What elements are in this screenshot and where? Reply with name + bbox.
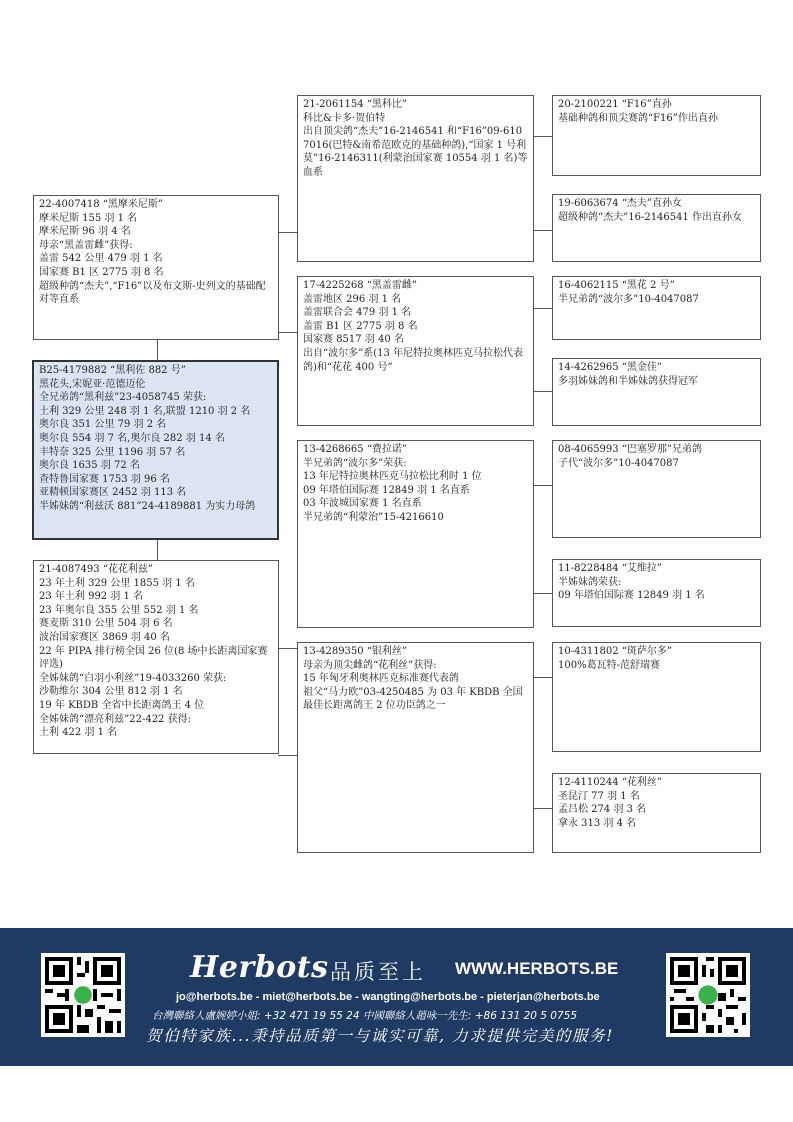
subject-line: B25-4179882 “黑利佐 882 号” [39,365,186,376]
sire-line: 母亲“黑盖雷雌”获得: [39,239,133,251]
dam-line: 沙勒维尔 304 公里 812 羽 1 名 [39,686,183,698]
pedigree-box-ddd [552,773,761,853]
subject-line: 查特鲁国家赛 1753 羽 96 名 [39,473,170,485]
dsd-line: 半姊妹鸽荣获: [558,576,622,588]
ddd-line: 孟吕松 274 羽 3 名 [558,804,647,816]
dam-line: 赛麦斯 310 公里 504 羽 6 名 [39,618,173,630]
dd-line: 13-4289350 “银利丝” [303,646,408,657]
qr-code-icon [666,953,750,1037]
sd-line: 出自“波尔多”系(13 年尼特拉奥林匹克马拉松代表鸽)和“花花 400 号” [303,347,524,373]
dsd-line: 09 年塔伯国际赛 12849 羽 1 名 [558,590,705,602]
connector [533,391,552,392]
subject-line: 奥尔良 1635 羽 72 名 [39,460,140,472]
pedigree-box-sire-dam [297,276,534,426]
connector [533,136,552,137]
connector [533,308,552,309]
sd-line: 盖雷地区 296 羽 1 名 [303,293,402,305]
dd-line: 15 年匈牙利奥林匹克标准赛代表鸽 [303,673,459,685]
connector [533,808,552,809]
sd-line: 国家赛 8517 羽 40 名 [303,334,404,346]
pedigree-box-dam [33,560,279,754]
pedigree-box-sds [552,276,761,340]
sdd-line: 多羽姊妹鸽和半姊妹鸽获得冠军 [558,375,698,387]
ssd-line: 19-6063674 “杰夫”直孙女 [558,198,683,209]
brand-slogan: 品质至上 [330,960,426,984]
sd-line: 盖雷 B1 区 2775 羽 8 名 [303,320,418,332]
subject-line: 丰特奈 325 公里 1196 羽 57 名 [39,446,186,458]
ds-line: 13-4268665 “费拉诺” [303,444,408,455]
dss-line: 08-4065993 “巴塞罗那”兄弟鸽 [558,444,703,455]
connector [157,339,158,361]
pedigree-box-dam-dam [297,642,534,853]
wechat-badge-icon [74,986,92,1004]
pedigree-box-dds [552,642,761,752]
pedigree-box-subject [32,360,279,540]
sire-line: 22-4007418 “黑摩米尼斯” [39,199,164,210]
ss-line: 21-2061154 “黑科比” [303,99,408,110]
qr-code-right[interactable] [666,953,750,1037]
ss-line: 出自顶尖鸽“杰夫”16-2146541 和“F16”09-6107016(巴特&南希范欧克的基础种鸽),“国家 1 号利莫”16-2146311(利蒙治国家赛 10554 羽 1 名)等血系 [303,126,528,178]
pedigree-box-sire-sire [297,95,534,262]
dam-line: 土利 422 羽 1 名 [39,727,118,739]
dam-line: 23 年土利 329 公里 1855 羽 1 名 [39,577,195,589]
contact-emails[interactable]: jo@herbots.be - miet@herbots.be - wangting@herbots.be - pieterjan@herbots.be [176,991,600,1003]
pedigree-box-dss [552,440,761,538]
subject-line: 半姊妹鸽“利兹沃 881”24-4189881 为实力母鸽 [39,500,256,512]
connector [533,677,552,678]
dsd-line: 11-8228484 “艾维拉” [558,563,663,574]
dam-line: 21-4087493 “花花利兹” [39,564,154,575]
sdd-line: 14-4262965 “黑金佳” [558,362,663,373]
qr-code-left[interactable] [41,953,125,1037]
pedigree-box-ssd [552,194,761,262]
dam-line: 22 年 PIPA 排行榜全国 26 位(8 场中长距离国家赛评选) [39,645,268,671]
ss-line: 科比&卡多·贺伯特 [303,112,386,124]
dam-line: 19 年 KBDB 全省中长距离鸽王 4 位 [39,699,205,711]
connector [278,232,297,233]
ddd-line: 拿永 313 羽 4 名 [558,817,637,829]
pedigree-box-dsd [552,559,761,627]
website-link[interactable]: WWW.HERBOTS.BE [455,959,619,978]
connector [278,648,297,649]
connector [278,332,297,333]
pedigree-box-sire [33,195,279,340]
sire-line: 盖雷 542 公里 479 羽 1 名 [39,253,163,265]
ds-line: 09 年塔伯国际赛 12849 羽 1 名直系 [303,484,470,496]
qr-code-icon [41,953,125,1037]
dd-line: 祖父“马力欧”03-4250485 为 03 年 KBDB 全国最佳长距离鸽王 2 位功臣鸽之一 [303,686,523,712]
wechat-logo-icon [698,985,717,1004]
sss-line: 20-2100221 “F16”直孙 [558,99,672,110]
ddd-line: 12-4110244 “花利丝” [558,777,663,788]
subject-line: 土利 329 公里 248 羽 1 名,联盟 1210 羽 2 名 [39,405,251,417]
sire-line: 摩米尼斯 96 羽 4 名 [39,226,131,238]
subject-line: 全兄弟鸽“黑利兹”23-4058745 荣获: [39,392,207,404]
connector [533,593,552,594]
dam-line: 全姊妹鸽“白羽小利丝”19-4033260 荣获: [39,672,227,684]
sss-line: 基础种鸽和顶尖赛鸽“F16”作出直孙 [558,112,718,124]
company-motto: 贺伯特家族...秉持品质第一与诚实可靠, 力求提供完美的服务! [146,1027,614,1045]
dds-line: 100%葛瓦特-范舒瑞赛 [558,659,660,671]
sd-line: 17-4225268 “黑盖雷雌” [303,280,418,291]
pedigree-box-dam-sire [297,440,534,628]
connector [157,539,158,561]
ssd-line: 超级种鸽“杰夫”16-2146541 作出直孙女 [558,211,743,223]
sire-line: 国家赛 B1 区 2775 羽 8 名 [39,266,164,278]
connector [278,755,297,756]
footer-banner [0,928,793,1066]
dds-line: 10-4311802 “斑萨尔多” [558,646,673,657]
dd-line: 母亲为顶尖雌鸽“花利丝”获得: [303,659,437,671]
subject-line: 奥尔良 554 羽 7 名,奥尔良 282 羽 14 名 [39,432,225,444]
connector [533,230,552,231]
subject-line: 奥尔良 351 公里 79 羽 2 名 [39,419,167,431]
connector [533,485,552,486]
ddd-line: 圣昆汀 77 羽 1 名 [558,790,640,802]
ds-line: 03 年波城国家赛 1 名直系 [303,498,422,510]
sds-line: 16-4062115 “黑花 2 号” [558,280,675,291]
brand-logo: Herbots [190,950,329,985]
dam-line: 23 年土利 992 羽 1 名 [39,591,144,603]
dam-line: 23 年奥尔良 355 公里 552 羽 1 名 [39,604,199,616]
ds-line: 13 年尼特拉奥林匹克马拉松比利时 1 位 [303,471,482,483]
pedigree-box-sdd [552,358,761,426]
sds-line: 半兄弟鸽“波尔多”10-4047087 [558,293,699,305]
subject-line: 黑花头,宋妮亚·范德迈伦 [39,378,146,390]
dam-line: 波治国家赛区 3869 羽 40 名 [39,631,170,643]
ds-line: 半兄弟鸽“利蒙治”15-4216610 [303,511,444,523]
sd-line: 盖雷联合会 479 羽 1 名 [303,307,412,319]
contact-phones: 台灣聯絡人盧婉婷小姐: +32 471 19 55 24 中國聯絡人趙咏一先生: +86 131 20 5 0755 [152,1010,578,1022]
dam-line: 全姊妹鸽“漂亮利兹”22-422 获得: [39,713,191,725]
pedigree-box-sss [552,95,761,176]
sire-line: 摩米尼斯 155 羽 1 名 [39,212,138,224]
subject-line: 亚精顿国家赛区 2452 羽 113 名 [39,487,187,499]
sire-line: 超级种鸽“杰夫”,“F16”以及布文斯-史列文的基础配对等直系 [39,280,266,306]
dss-line: 子代“波尔多”10-4047087 [558,457,679,469]
ds-line: 半兄弟鸽“波尔多”荣获: [303,457,407,469]
